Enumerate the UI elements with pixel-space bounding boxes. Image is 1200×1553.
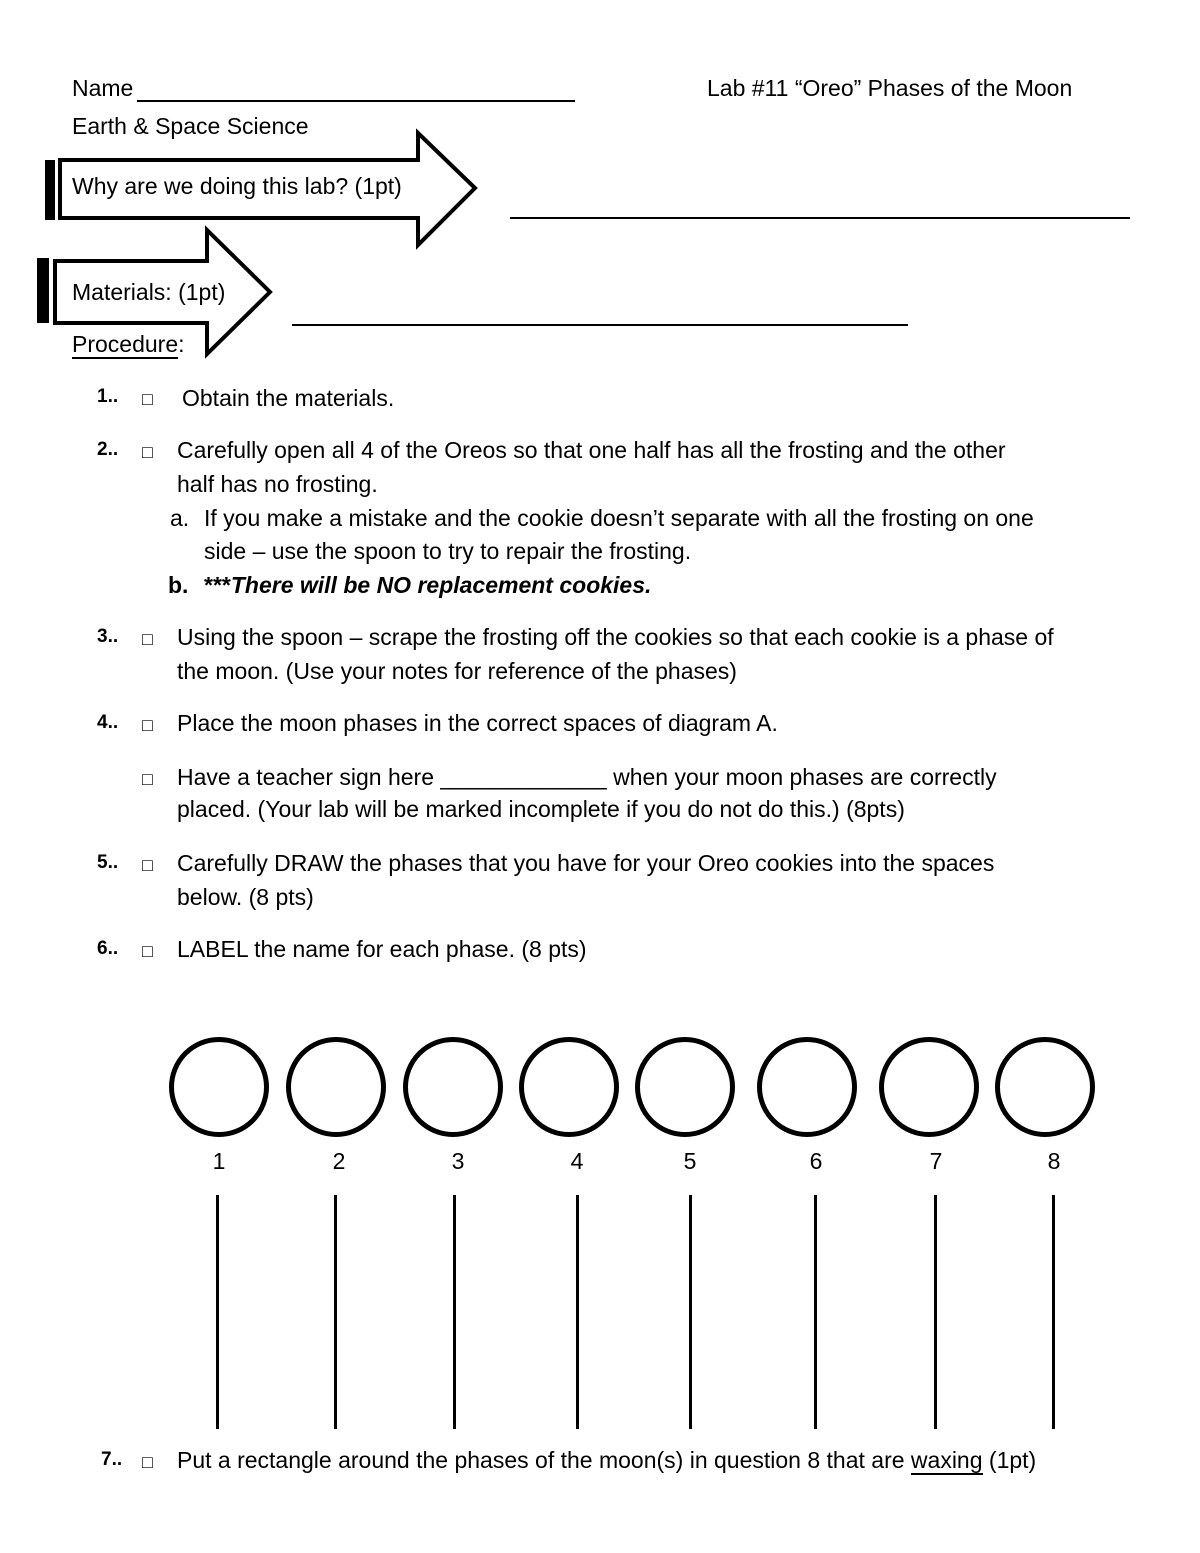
step-text: Put a rectangle around the phases of the moon(s) in question 8 that are waxing (1pt)	[177, 1447, 1037, 1473]
moon-phase-circle-7[interactable]	[879, 1037, 979, 1137]
moon-phase-circle-8[interactable]	[995, 1037, 1095, 1137]
checkbox[interactable]: □	[142, 715, 153, 735]
why-arrow-bar	[45, 160, 55, 220]
moon-phase-circle-5[interactable]	[635, 1037, 735, 1137]
lab-title: Lab #11 “Oreo” Phases of the Moon	[707, 75, 1073, 101]
moon-phase-circle-3[interactable]	[403, 1037, 503, 1137]
sub-step-warning: ***There will be NO replacement cookies.	[204, 572, 652, 598]
phase-number-label: 2	[332, 1148, 346, 1174]
checkbox[interactable]: □	[142, 629, 153, 649]
sub-step-text-continued: side – use the spoon to try to repair the frosting.	[204, 538, 692, 564]
phase-name-line[interactable]	[934, 1195, 937, 1429]
phase-name-line[interactable]	[576, 1195, 579, 1429]
step-number: 2..	[97, 439, 119, 460]
name-label: Name	[72, 75, 134, 101]
step-text-continued: the moon. (Use your notes for reference of the phases)	[177, 658, 737, 684]
sub-step-marker: b.	[168, 572, 189, 598]
moon-phase-circle-6[interactable]	[757, 1037, 857, 1137]
materials-label: Materials: (1pt)	[72, 276, 225, 309]
phase-number-label: 5	[683, 1148, 697, 1174]
phase-name-line[interactable]	[334, 1195, 337, 1429]
procedure-heading: Procedure:	[72, 331, 185, 357]
checkbox[interactable]: □	[142, 769, 153, 789]
step-text-continued: half has no frosting.	[177, 471, 378, 497]
step-text: Obtain the materials.	[182, 385, 395, 411]
step-text: Carefully DRAW the phases that you have for your Oreo cookies into the spaces	[177, 850, 995, 876]
phase-name-line[interactable]	[1052, 1195, 1055, 1429]
phase-number-label: 4	[570, 1148, 584, 1174]
sub-step-text: If you make a mistake and the cookie doesn’t separate with all the frosting on one	[204, 505, 1034, 531]
course-title: Earth & Space Science	[72, 113, 309, 139]
checkbox[interactable]: □	[142, 941, 153, 961]
phase-number-label: 8	[1047, 1148, 1061, 1174]
step-text: LABEL the name for each phase. (8 pts)	[177, 936, 587, 962]
step-number: 7..	[101, 1449, 123, 1470]
phase-name-line[interactable]	[216, 1195, 219, 1429]
checkbox[interactable]: □	[142, 389, 153, 409]
teacher-sign-text-continued: placed. (Your lab will be marked incomplete if you do not do this.) (8pts)	[177, 796, 905, 822]
teacher-sign-blank[interactable]: _____________	[440, 764, 607, 790]
step-number: 1..	[97, 386, 119, 407]
phase-name-line[interactable]	[689, 1195, 692, 1429]
phase-number-label: 6	[809, 1148, 823, 1174]
why-label: Why are we doing this lab? (1pt)	[72, 170, 402, 203]
checkbox[interactable]: □	[142, 1452, 153, 1472]
materials-arrow-bar	[37, 258, 49, 323]
phase-number-label: 1	[212, 1148, 226, 1174]
step-text: Using the spoon – scrape the frosting off the cookies so that each cookie is a phase of	[177, 624, 1054, 650]
step-text: Place the moon phases in the correct spaces of diagram A.	[177, 710, 778, 736]
step-number: 3..	[97, 626, 119, 647]
moon-phase-circle-2[interactable]	[286, 1037, 386, 1137]
teacher-sign-text: Have a teacher sign here _____________ when your moon phases are correctly	[177, 764, 997, 790]
phase-name-line[interactable]	[453, 1195, 456, 1429]
step-number: 5..	[97, 852, 119, 873]
step-number: 4..	[97, 712, 119, 733]
phase-name-line[interactable]	[814, 1195, 817, 1429]
step-text: Carefully open all 4 of the Oreos so that one half has all the frosting and the other	[177, 437, 1006, 463]
phase-number-label: 3	[451, 1148, 465, 1174]
checkbox[interactable]: □	[142, 442, 153, 462]
moon-phase-circle-1[interactable]	[169, 1037, 269, 1137]
sub-step-marker: a.	[170, 505, 190, 531]
moon-phase-circle-4[interactable]	[519, 1037, 619, 1137]
step-number: 6..	[97, 938, 119, 959]
phase-number-label: 7	[929, 1148, 943, 1174]
checkbox[interactable]: □	[142, 855, 153, 875]
step-text-continued: below. (8 pts)	[177, 884, 314, 910]
